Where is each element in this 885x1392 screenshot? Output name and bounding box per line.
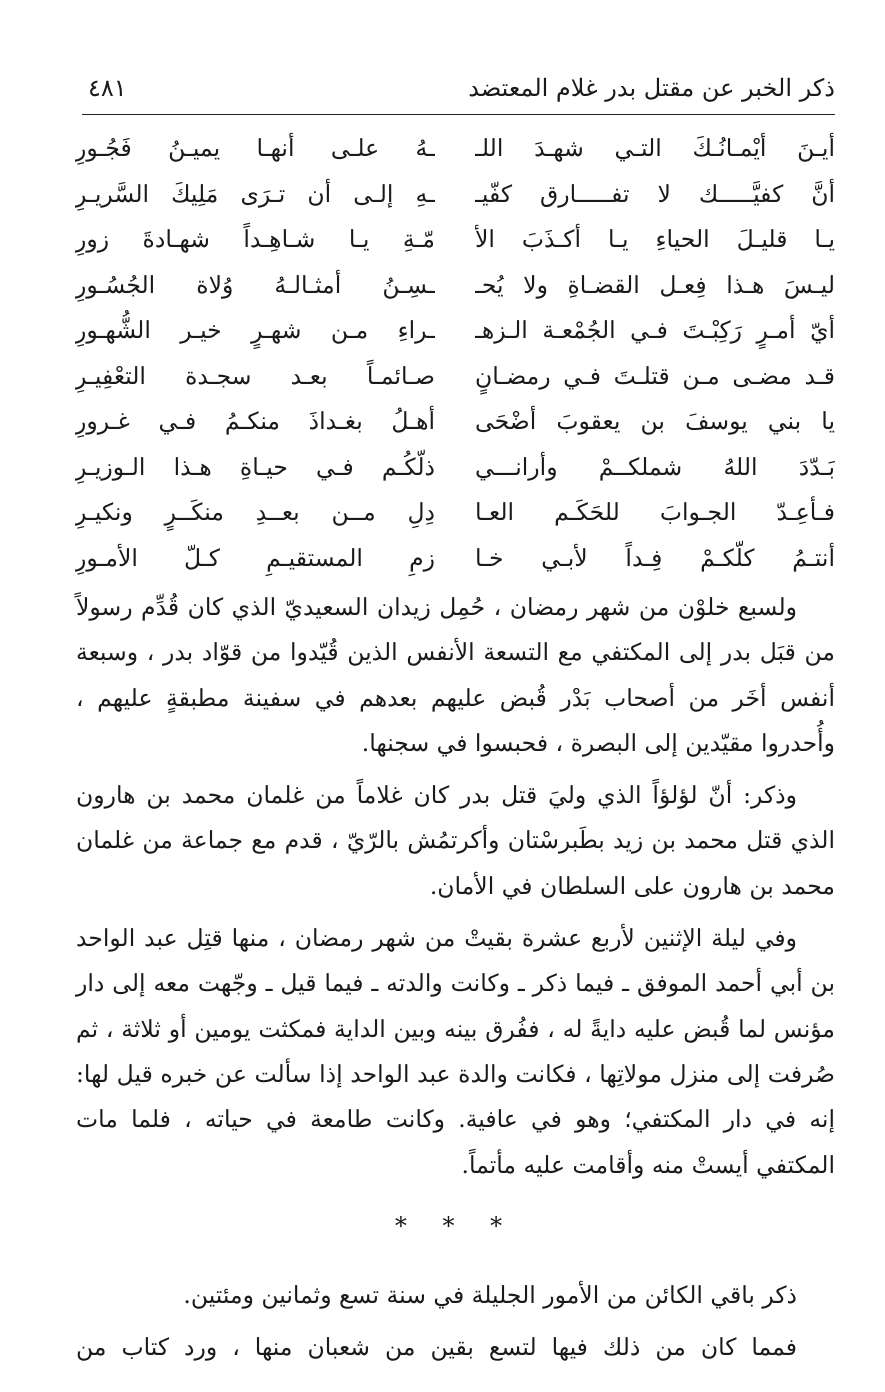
verse-second-hemistich: أهـلُ بغـداذَ منكـمُ فـي غـرورِ [75, 407, 435, 435]
paragraph: فمما كان من ذلك فيها لتسع بقين من شعبان منها ، ورد كتاب من [76, 1333, 797, 1362]
body-text [76, 585, 835, 1378]
poem [75, 126, 835, 581]
paragraph: وفي ليلة الإثنين لأربع عشرة بقيتْ من شهر رمضان ، منها قتِل عبد الواحد بن أبي أحمد الموفق ـ فيما ذكر ـ وكانت والدته ـ فيما قيل ـ وجّهت معه إلى دار مؤنس لما قُبض عليه دايةً له ، ففُرق بينه وبين الداية فمكثت يومين أو ثلاثة ، ثم صُرفت إلى منزل مولاتِها ، فكانت والدة عبد الواحد إذا سألت عن خبره قيل لها: إنه في دار المكتفي؛ وهو في عافية. وكانت طامعة في حياته ، فلما مات المكتفي أيستْ منه وأقامت عليه مأتماً. [76, 924, 835, 1179]
verse-second-hemistich: ذلّكُـم فـي حيـاةِ هـذا الـوزيـرِ [75, 452, 435, 481]
section-separator: * * * [394, 1211, 517, 1240]
verse-first-hemistich: يـا قليـلَ الحياءِ يـا أكـذَبَ الأ [475, 225, 835, 253]
page-number: ٤٨١ [88, 74, 127, 102]
verse-first-hemistich: أنتـمُ كلّكـمْ فِـداً لأبـي خـا [475, 543, 835, 572]
verse-second-hemistich: مّـةِ يـا شـاهِـداً شهـادةَ زورِ [75, 225, 435, 253]
verse-first-hemistich: أنَّ كفيَّـــــك لا تفـــــارق كفّيـ [475, 179, 835, 208]
verse-second-hemistich: زمِ المستقيـمِ كـلّ الأمـورِ [75, 543, 435, 572]
verse-first-hemistich: يا بني يوسفَ بن يعقوبَ أضْحَى [475, 407, 835, 435]
verse-line [75, 445, 835, 491]
verse-first-hemistich: أيّ أمـرٍ رَكِبْـتَ فـي الجُمْعـة الـزهـ [475, 316, 835, 344]
verse-first-hemistich: ليـسَ هـذا فِعـل القضـاةِ ولا يُحـ [475, 270, 835, 299]
verse-first-hemistich: فـأعِـدّ الجـوابَ للحَكَـم العـا [475, 498, 835, 526]
verse-line [75, 172, 835, 218]
verse-line [75, 263, 835, 309]
verse-second-hemistich: دِلِ مــن بعــدِ منكَــرٍ ونكيـرِ [75, 498, 435, 526]
verse-line [75, 217, 835, 263]
verse-first-hemistich: أيـنَ أيْمـانُـكَ التـي شهـدَ اللـ [475, 134, 835, 162]
verse-line [75, 536, 835, 582]
verse-line [75, 126, 835, 172]
verse-second-hemistich: ـراءِ مـن شهـرٍ خيـر الشُّهـورِ [75, 316, 435, 344]
verse-line [75, 354, 835, 400]
running-header [82, 72, 835, 115]
verse-second-hemistich: ـسِـنُ أمثـالـهُ وُلاة الجُسُـورِ [75, 270, 435, 299]
verse-first-hemistich: قـد مضـى مـن قتلـتَ فـي رمضـانٍ [475, 361, 835, 390]
verse-line [75, 490, 835, 536]
verse-second-hemistich: ـهُ علـى أنهـا يميـنُ فَجُـورِ [75, 134, 435, 162]
paragraph: وذكر: أنّ لؤلؤاً الذي وليَ قتل بدر كان غلاماً من غلمان محمد بن هارون الذي قتل محمد بن زيد بطَبرسْتان وأكرتمُش بالرّيّ ، قدم مع جماعة من غلمان محمد بن هارون على السلطان في الأمان. [76, 781, 835, 900]
verse-first-hemistich: بَـدّدَ اللهُ شملكــمْ وأرانـــي [475, 452, 835, 481]
verse-line [75, 308, 835, 354]
chapter-title: ذكر الخبر عن مقتل بدر غلام المعتضد [468, 74, 835, 102]
verse-line [75, 399, 835, 445]
paragraph: ولسبع خلوْن من شهر رمضان ، حُمِل زيدان السعيديّ الذي كان قُدِّم رسولاً من قبَل بدر إلى المكتفي مع التسعة الأنفس الذين قُيّدوا من قوّاد بدر ، وسبعة أنفس أخَر من أصحاب بَدْر قُبض عليهم بعدهم في سفينة مطبقةٍ عليهم ، وأُحدروا مقيّدين إلى البصرة ، فحبسوا في سجنها. [76, 593, 835, 757]
verse-second-hemistich: ـهِ إلـى أن تـرَى مَلِيكَ السَّريـرِ [75, 179, 435, 208]
section-heading: ذكر باقي الكائن من الأمور الجليلة في سنة تسع وثمانين ومئتين. [183, 1281, 797, 1310]
verse-second-hemistich: صـائمـاً بعـد سجـدة التعْفِيـرِ [75, 361, 435, 390]
